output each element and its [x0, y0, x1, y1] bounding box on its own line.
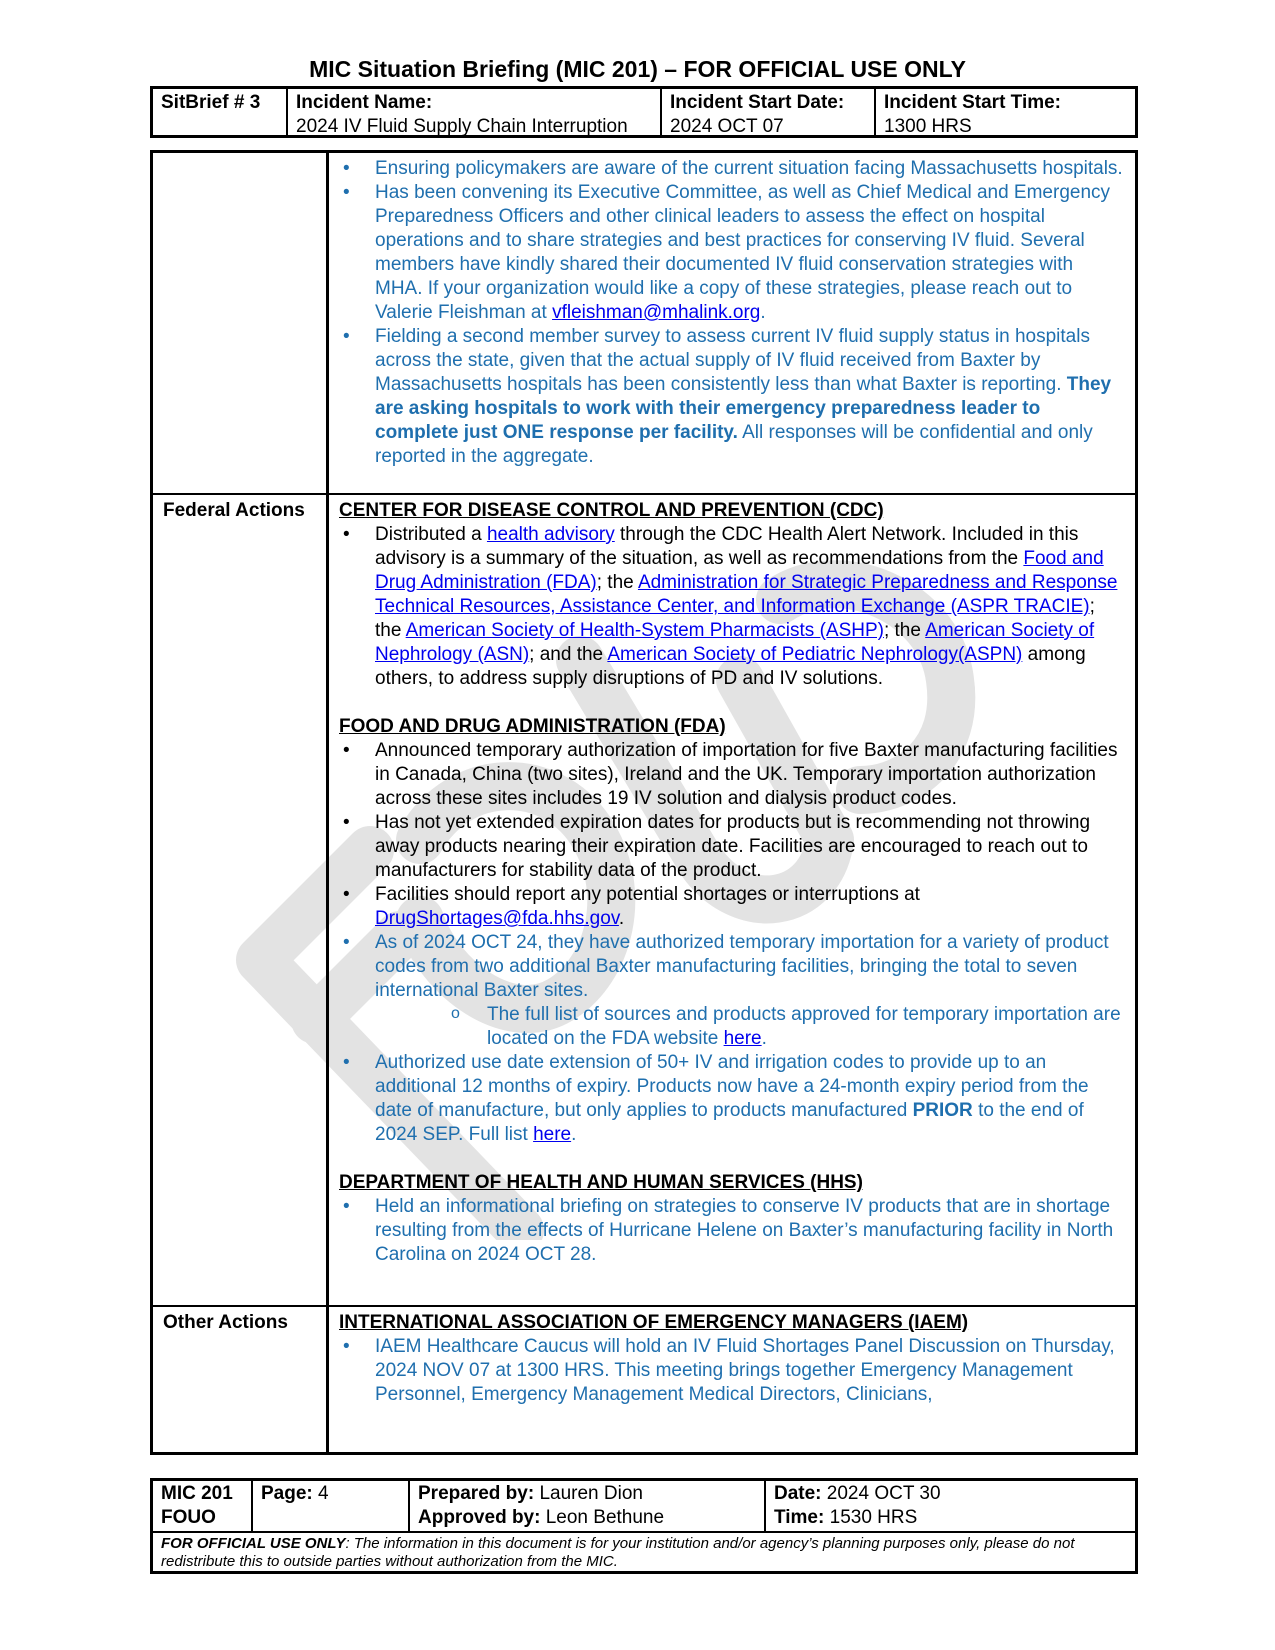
fda-section-title: FOOD AND DRUG ADMINISTRATION (FDA): [339, 716, 726, 737]
fouo-disclaimer: [153, 1533, 1135, 1573]
list-item-text: .: [571, 1124, 577, 1145]
list-item-text: .: [618, 908, 625, 929]
list-item: [339, 523, 1125, 691]
page-cell: [253, 1481, 410, 1531]
start-time-value: 1300 HRS: [884, 116, 972, 137]
list-item-text: to the end of 2024 SEP. Full list: [375, 1100, 1084, 1145]
hhs-section-title: DEPARTMENT OF HEALTH AND HUMAN SERVICES (HHS): [339, 1172, 863, 1193]
start-date-label: Incident Start Date:: [670, 92, 845, 113]
list-item: • Announced temporary authorization of importation for five Baxter manufacturing facilities in Canada, China (two sites), Ireland and the UK. Temporary importation authorization across these sites includes 19 IV solution and dialysis product codes.: [339, 739, 1125, 811]
document-title: MIC Situation Briefing (MIC 201) – FOR OFFICIAL USE ONLY: [309, 56, 966, 82]
other-actions-row: [153, 1305, 1135, 1455]
page-number: 4: [318, 1483, 329, 1504]
list-item: • IAEM Healthcare Caucus will hold an IV Fluid Shortages Panel Discussion on Thursday, 2024 NOV 07 at 1300 HRS. This meeting brings together Emergency Management Personnel, Emergency Management Medical Directors, Clinicians,: [339, 1335, 1125, 1407]
list-item-text: ; and the: [529, 644, 608, 665]
list-item-text: Authorized use date extension of 50+ IV and irrigation codes to provide up to an additional 12 months of expiry. Products now have a 24-month expiry period from the date of manufacture, but only applies to products manufactured: [375, 1052, 1089, 1121]
health-advisory-link[interactable]: health advisory: [486, 524, 615, 545]
other-actions-content: [329, 1307, 1135, 1455]
email-link-vfleishman[interactable]: vfleishman@mhalink.org: [552, 302, 761, 323]
list-item-text: .: [761, 1028, 767, 1049]
list-item-text: Distributed a: [375, 524, 487, 545]
list-item-text: among others, to address supply disruptions of PD and IV solutions.: [375, 644, 1086, 689]
form-id: MIC 201: [161, 1483, 233, 1504]
list-item-text: The full list of sources and products approved for temporary importation are located on the FDA website: [487, 1004, 1121, 1049]
prepared-by-label: Prepared by:: [418, 1483, 535, 1504]
list-item: • Held an informational briefing on strategies to conserve IV products that are in shortage resulting from the effects of Hurricane Helene on Baxter’s manufacturing facility in North Carolina on 2024 OCT 28.: [339, 1195, 1125, 1267]
document-footer: [150, 1478, 1138, 1574]
aspn-link[interactable]: American Society of Pediatric Nephrology(ASPN): [607, 644, 1023, 665]
cdc-section-title: CENTER FOR DISEASE CONTROL AND PREVENTION (CDC): [339, 500, 884, 521]
asn-link[interactable]: American Society of Nephrology (ASN): [375, 620, 1095, 665]
incident-name-value: 2024 IV Fluid Supply Chain Interruption: [296, 116, 628, 137]
briefing-table: [150, 150, 1138, 1455]
federal-actions-content: [329, 495, 1135, 1305]
fda-website-here-link[interactable]: here: [723, 1028, 762, 1049]
list-item-text: As of 2024 OCT 24, they have authorized temporary importation for a variety of product codes from two additional Baxter manufacturing facilities, bringing the total to seven international Baxter sites.: [375, 932, 1109, 1001]
list-item: [339, 325, 1125, 469]
start-date-value: 2024 OCT 07: [670, 116, 784, 137]
list-item-text: All responses will be confidential and only reported in the aggregate.: [375, 422, 1093, 467]
list-item-text: Facilities should report any potential shortages or interruptions at: [375, 884, 920, 905]
list-item-bold-text: They are asking hospitals to work with their emergency preparedness leader to complete just ONE response per facility.: [375, 374, 1112, 443]
list-item-bold-text: PRIOR: [912, 1100, 973, 1121]
page-label: Page:: [261, 1483, 313, 1504]
mha-actions-row: [153, 153, 1135, 493]
list-item-text: through the CDC Health Alert Network. Included in this advisory is a summary of the situation, as well as recommendations from the: [375, 524, 1079, 569]
list-item-text: Fielding a second member survey to assess current IV fluid supply status in hospitals across the state, given that the actual supply of IV fluid received from Baxter by Massachusetts hospitals has been consistently less than what Baxter is reporting.: [375, 326, 1090, 395]
other-actions-label: Other Actions: [153, 1307, 329, 1455]
start-time-cell: [876, 89, 1135, 135]
list-item-text: ; the: [883, 620, 926, 641]
prepared-approved-cell: [410, 1481, 766, 1531]
iaem-section-title: INTERNATIONAL ASSOCIATION OF EMERGENCY MANAGERS (IAEM): [339, 1312, 969, 1333]
incident-header: [150, 86, 1138, 138]
ashp-link[interactable]: American Society of Health-System Pharmacists (ASHP): [405, 620, 884, 641]
aspr-tracie-link[interactable]: Administration for Strategic Preparedness and Response Technical Resources, Assistance Center, and Information Exchange (ASPR TRACIE): [375, 572, 1118, 617]
disclaimer-text: : The information in this document is for your institution and/or agency’s planning purposes only, please do not redistribute this to outside parties without authorization from the MIC.: [161, 1535, 1075, 1570]
start-date-cell: [662, 89, 876, 135]
list-item-text: Has been convening its Executive Committee, as well as Chief Medical and Emergency Preparedness Officers and other clinical leaders to assess the effect on hospital operations and to share strategies and best practices for conserving IV fluid. Several members have kindly shared their documented IV fluid conservation strategies with MHA. If your organization would like a copy of these strategies, please reach out to Valerie Fleishman at: [375, 182, 1111, 323]
federal-actions-label: Federal Actions: [153, 495, 329, 1305]
form-classification: FOUO: [161, 1507, 216, 1528]
mha-actions-content: [329, 153, 1135, 493]
list-item-text: ; the: [375, 596, 1095, 641]
incident-name-cell: [288, 89, 662, 135]
time-label: Time:: [774, 1507, 825, 1528]
incident-name-label: Incident Name:: [296, 92, 433, 113]
prepared-by-value: Lauren Dion: [539, 1483, 643, 1504]
list-item: [339, 181, 1125, 325]
sitbrief-number: SitBrief # 3: [153, 89, 288, 135]
row-label-empty: [153, 153, 329, 493]
start-time-label: Incident Start Time:: [884, 92, 1062, 113]
disclaimer-bold: FOR OFFICIAL USE ONLY: [161, 1535, 346, 1552]
list-item: [339, 931, 1125, 1051]
date-time-cell: [766, 1481, 1135, 1531]
list-item: [339, 883, 1125, 931]
list-item-text: .: [760, 302, 766, 323]
list-item-text: ; the: [596, 572, 638, 593]
date-value: 2024 OCT 30: [826, 1483, 941, 1504]
list-item: • Ensuring policymakers are aware of the current situation facing Massachusetts hospitals.: [339, 157, 1125, 181]
form-id-cell: [153, 1481, 253, 1531]
sub-list-item: [339, 1003, 1125, 1051]
approved-by-value: Leon Bethune: [545, 1507, 665, 1528]
drug-shortages-email-link[interactable]: DrugShortages@fda.hhs.gov: [375, 908, 619, 929]
date-label: Date:: [774, 1483, 822, 1504]
approved-by-label: Approved by:: [418, 1507, 541, 1528]
fda-link[interactable]: Food and Drug Administration (FDA): [375, 548, 1104, 593]
federal-actions-row: [153, 493, 1135, 1305]
full-list-here-link[interactable]: here: [533, 1124, 572, 1145]
time-value: 1530 HRS: [829, 1507, 918, 1528]
list-item: • Has not yet extended expiration dates for products but is recommending not throwing away products nearing their expiration date. Facilities are encouraged to reach out to manufacturers for stability data of the product.: [339, 811, 1125, 883]
list-item: [339, 1051, 1125, 1147]
